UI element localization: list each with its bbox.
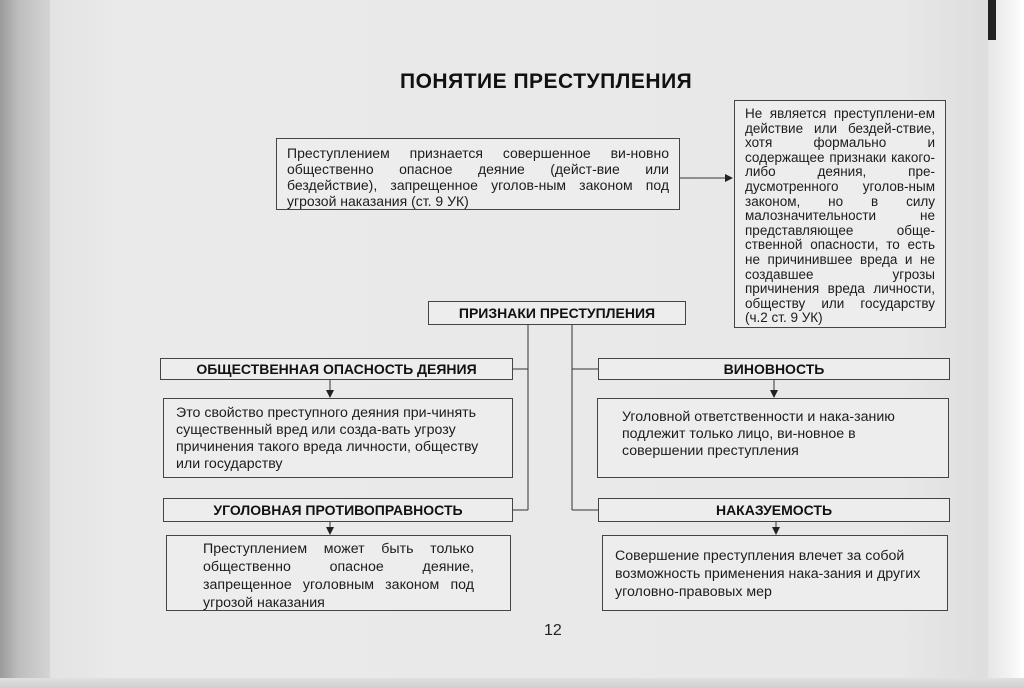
guilt-header: ВИНОВНОСТЬ xyxy=(598,358,950,380)
danger-text: Это свойство преступного деяния при-чинять существенный вред или созда-вать угрозу причинения такого вреда личности, обществу или государству xyxy=(163,398,513,478)
punishability-header: НАКАЗУЕМОСТЬ xyxy=(598,498,950,522)
note-box: Не является преступлени-ем действие или бездей-ствие, хотя формально и содержащее признаки какого-либо деяния, пре-дусмотренного уголов-ным законом, но в силу малозначительности не представляющее обще-ственной опасности, то есть не причинившее вреда и не создавшее угрозы причинения вреда личности, обществу или государству (ч.2 ст. 9 УК) xyxy=(734,100,946,328)
page-number: 12 xyxy=(544,622,562,639)
guilt-text: Уголовной ответственности и нака-занию подлежит только лицо, ви-новное в совершении преступления xyxy=(597,398,949,478)
definition-box: Преступлением признается совершенное ви-новно общественно опасное деяние (дейст-вие или бездействие), запрещенное уголов-ным законом под угрозой наказания (ст. 9 УК) xyxy=(276,138,680,210)
punishability-text: Совершение преступления влечет за собой возможность применения нака-зания и других уголовно-правовых мер xyxy=(602,535,948,611)
danger-header: ОБЩЕСТВЕННАЯ ОПАСНОСТЬ ДЕЯНИЯ xyxy=(160,358,513,380)
illegality-text: Преступлением может быть только общественно опасное деяние, запрещенное уголовным законом под угрозой наказания xyxy=(166,535,511,611)
signs-header: ПРИЗНАКИ ПРЕСТУПЛЕНИЯ xyxy=(428,301,686,325)
illegality-header: УГОЛОВНАЯ ПРОТИВОПРАВНОСТЬ xyxy=(163,498,513,522)
page-title: ПОНЯТИЕ ПРЕСТУПЛЕНИЯ xyxy=(400,70,693,93)
